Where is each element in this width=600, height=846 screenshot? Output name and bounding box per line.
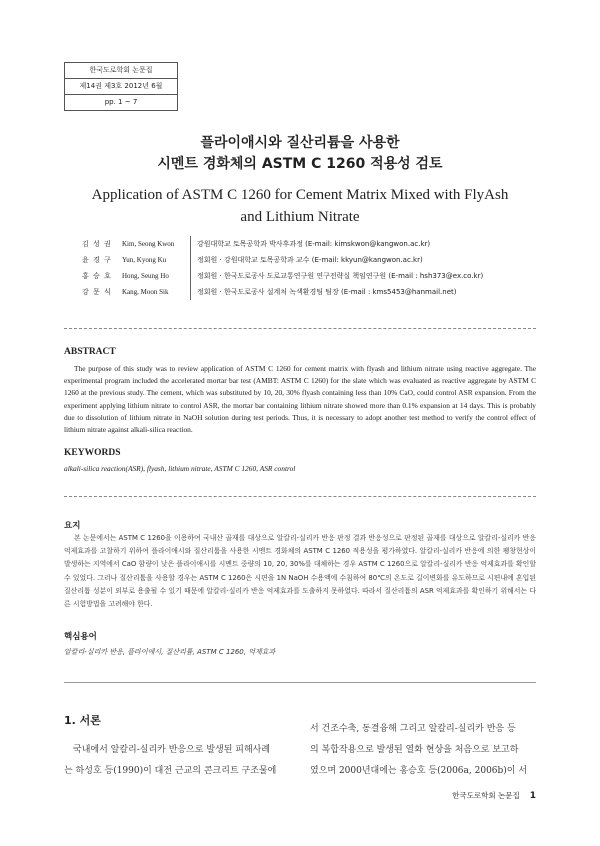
author-divider (190, 268, 191, 284)
text-line: 국내에서 알칼리-실리카 반응으로 발생된 피해사례 (73, 745, 271, 755)
keywords-ko-heading: 핵심용어 (64, 632, 97, 642)
author-divider (190, 236, 191, 252)
journal-pages: pp. 1 ~ 7 (104, 98, 138, 106)
title-en-line-1: Application of ASTM C 1260 for Cement Matrix Mixed with FlyAsh (91, 187, 509, 203)
keywords-text: alkali-silica reaction(ASR), flyash, lithium nitrate, ASTM C 1260, ASR control (64, 464, 296, 473)
author-divider (190, 252, 191, 268)
author-name-en: Kim, Seong Kwon (122, 240, 175, 248)
journal-issue: 제14권 제3호 2012년 6월 (65, 79, 177, 95)
text-line: 는 하성호 등(1990)이 대전 근교의 콘크리트 구조물에 (64, 766, 277, 776)
summary-ko-text: 본 논문에서는 ASTM C 1260을 이용하여 국내산 골재를 대상으로 알칼리-실리카 반응 판정 결과 반응성으로 판정된 골재를 대상으로 알칼리-실리카 반응 억제효과를 고찰하기 위하여 플라이애시와 질산리튬을 사용한 시멘트 경화체의 ASTM C 1260 적용성을 평가하였다. 알칼리-실리카 반응에 의한 팽창현상이 발생하는 지역에서 CaO 함량이 낮은 플라이애시를 시멘트 중량의 10, 20, 30%를 대체하는 경우 ASTM C 1260으로 알칼리-실리카 반응 억제효과를 확인할 수 있었다. 그러나 질산리튬을 사용할 경우는 ASTM C 1260은 시편을 1N NaOH 수용액에 수침하여 80℃의 온도로 길이변화를 유도하므로 시편내에 혼입된 질산리튬 성분이 외부로 용출될 수 있기 때문에 알칼리-실리카 반응 억제효과를 도출하지 못하였다. 따라서 질산리튬의 ASR 억제효과를 확인하기 위해서는 다른 시험방법을 고려해야 한다. (64, 534, 536, 609)
author-row (82, 284, 542, 300)
author-affiliation: 정회원 · 한국도로공사 도로교통연구원 연구전략실 책임연구원 (E-mail : hsh373@ex.co.kr) (197, 272, 484, 280)
author-row (82, 236, 542, 252)
keywords-heading: KEYWORDS (64, 448, 121, 458)
footer-journal: 한국도로학회 논문집 (452, 791, 520, 800)
author-name-en: Hong, Seung Ho (122, 272, 169, 280)
author-row (82, 252, 542, 268)
divider (64, 682, 536, 683)
author-name-ko: 김 성 권 (82, 240, 112, 248)
abstract-text: The purpose of this study was to review application of ASTM C 1260 for cement matrix with flyash and lithium nitrate using reactive aggregate. The experimental program included the accelerated mortar bar test (AMBT: ASTM C 1260) for the slate which was evaluated as reactive aggregate by ASTM C 1260 at the previous study. The cement, which was substituted by 10, 20, 30% flyash containing less than 10% CaO, could control ASR expansion. From the experiment applying lithium nitrate to control ASR, the mortar bar containing lithium nitrate showed more than 0.1% expansion at 14 days. This is probably due to dissolution of lithium nitrate in NaOH solution during test periods. Thus, it is necessary to adopt another test method to verify the control effect of lithium nitrate against alkali-silica reaction. (64, 364, 536, 435)
title-en-line-2: and Lithium Nitrate (240, 209, 360, 225)
summary-ko-heading: 요지 (64, 521, 81, 531)
intro-left-column (64, 740, 290, 782)
intro-heading: 1. 서론 (64, 714, 101, 727)
title-ko-line-2: 시멘트 경화체의 ASTM C 1260 적용성 검토 (157, 156, 443, 172)
title-ko-line-1: 플라이애시와 질산리튬을 사용한 (200, 135, 400, 151)
author-name-en: Kang, Moon Sik (122, 288, 169, 296)
divider (64, 496, 536, 497)
text-line: 였으며 2000년대에는 홍승호 등(2006a, 2006b)이 서 (310, 766, 528, 776)
author-affiliation: 정회원 · 한국도로공사 설계처 녹색환경팀 팀장 (E-mail : kms5453@hanmail.net) (197, 288, 457, 296)
author-divider (190, 284, 191, 300)
page-number: 1 (529, 790, 536, 801)
author-name-en: Yun, Kyong Ku (122, 256, 167, 264)
author-list (82, 236, 542, 300)
author-row (82, 268, 542, 284)
keywords-ko-text: 알칼리-실리카 반응, 플라이애시, 질산리튬, ASTM C 1260, 억제효과 (64, 648, 276, 656)
journal-name: 한국도로학회 논문집 (65, 63, 177, 79)
abstract-heading: ABSTRACT (64, 347, 116, 357)
author-name-ko: 홍 승 호 (82, 272, 112, 280)
text-line: 의 복합작용으로 발생된 열화 현상을 처음으로 보고하 (310, 745, 519, 755)
divider (64, 328, 536, 329)
author-affiliation: 정회원 · 강원대학교 토목공학과 교수 (E-mail: kkyun@kangwon.ac.kr) (197, 256, 423, 264)
intro-right-column (310, 719, 536, 782)
journal-info-box (64, 62, 178, 111)
page-footer (452, 790, 536, 801)
text-line: 서 건조수축, 동결융해 그리고 알칼리-실리카 반응 등 (310, 724, 516, 734)
author-name-ko: 강 문 식 (82, 288, 112, 296)
author-affiliation: 강원대학교 토목공학과 박사후과정 (E-mail: kimskwon@kangwon.ac.kr) (197, 240, 431, 248)
author-name-ko: 윤 경 구 (82, 256, 112, 264)
